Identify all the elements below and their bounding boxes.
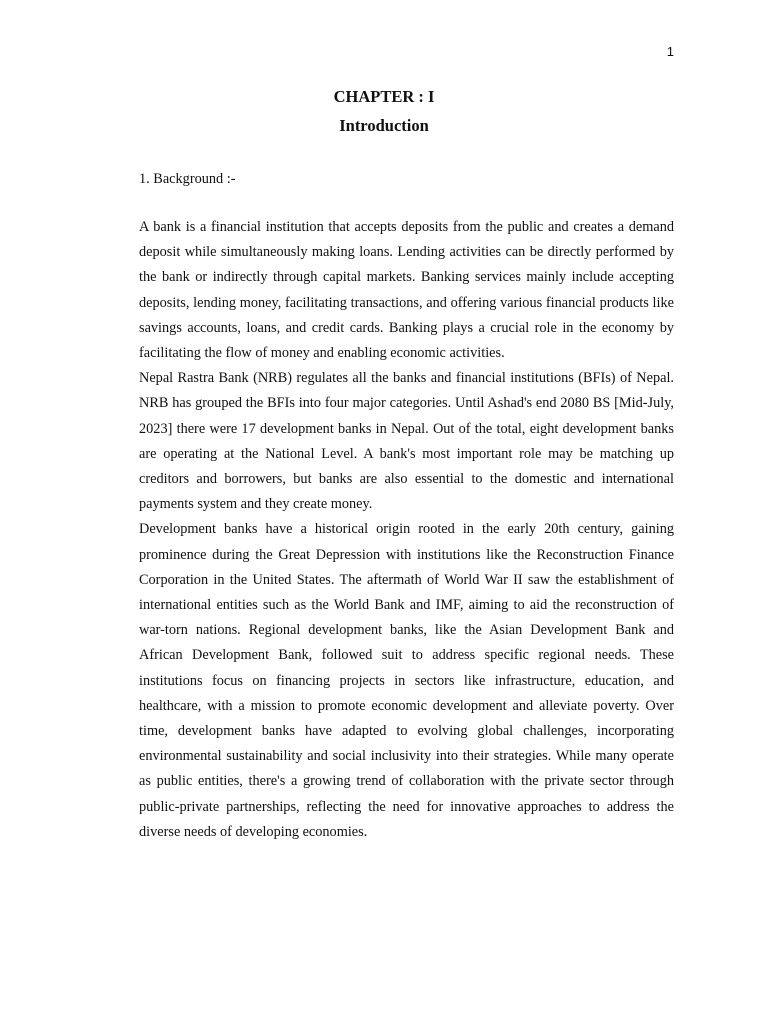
body-text [139, 215, 674, 845]
page-number: 1 [666, 44, 674, 59]
paragraph-nrb-regulation: Nepal Rastra Bank (NRB) regulates all the banks and financial institutions (BFIs) of Nepal. NRB has grouped the BFIs into four major categories. Until Ashad's end 2080 BS [Mid-July, 2023] there were 17 development banks in Nepal. Out of the total, eight development banks are operating at the National Level. A bank's most important role may be matching up creditors and borrowers, but banks are also essential to the domestic and international payments system and they create money. [139, 370, 674, 513]
paragraph-banking-definition: A bank is a financial institution that accepts deposits from the public and creates a demand deposit while simultaneously making loans. Lending activities can be directly performed by the bank or indirectly through capital markets. Banking services mainly include accepting deposits, lending money, facilitating transactions, and offering various financial products like savings accounts, loans, and credit cards. Banking plays a crucial role in the economy by facilitating the flow of money and enabling economic activities. [139, 219, 674, 362]
section-heading: 1. Background :- [139, 171, 236, 187]
chapter-title: CHAPTER : I [333, 87, 435, 106]
chapter-subtitle: Introduction [339, 116, 429, 135]
paragraph-development-banks-history: Development banks have a historical origin rooted in the early 20th century, gaining prominence during the Great Depression with institutions like the Reconstruction Finance Corporation in the United States. The aftermath of World War II saw the establishment of international entities such as the World Bank and IMF, aiming to aid the reconstruction of war-torn nations. Regional development banks, like the Asian Development Bank and African Development Bank, followed suit to address specific regional needs. These institutions focus on financing projects in sectors like infrastructure, education, and healthcare, with a mission to promote economic development and alleviate poverty. Over time, development banks have adapted to evolving global challenges, incorporating environmental sustainability and social inclusivity into their strategies. While many operate as public entities, there's a growing trend of collaboration with the private sector through public-private partnerships, reflecting the need for innovative approaches to address the diverse needs of developing economies. [139, 521, 674, 840]
